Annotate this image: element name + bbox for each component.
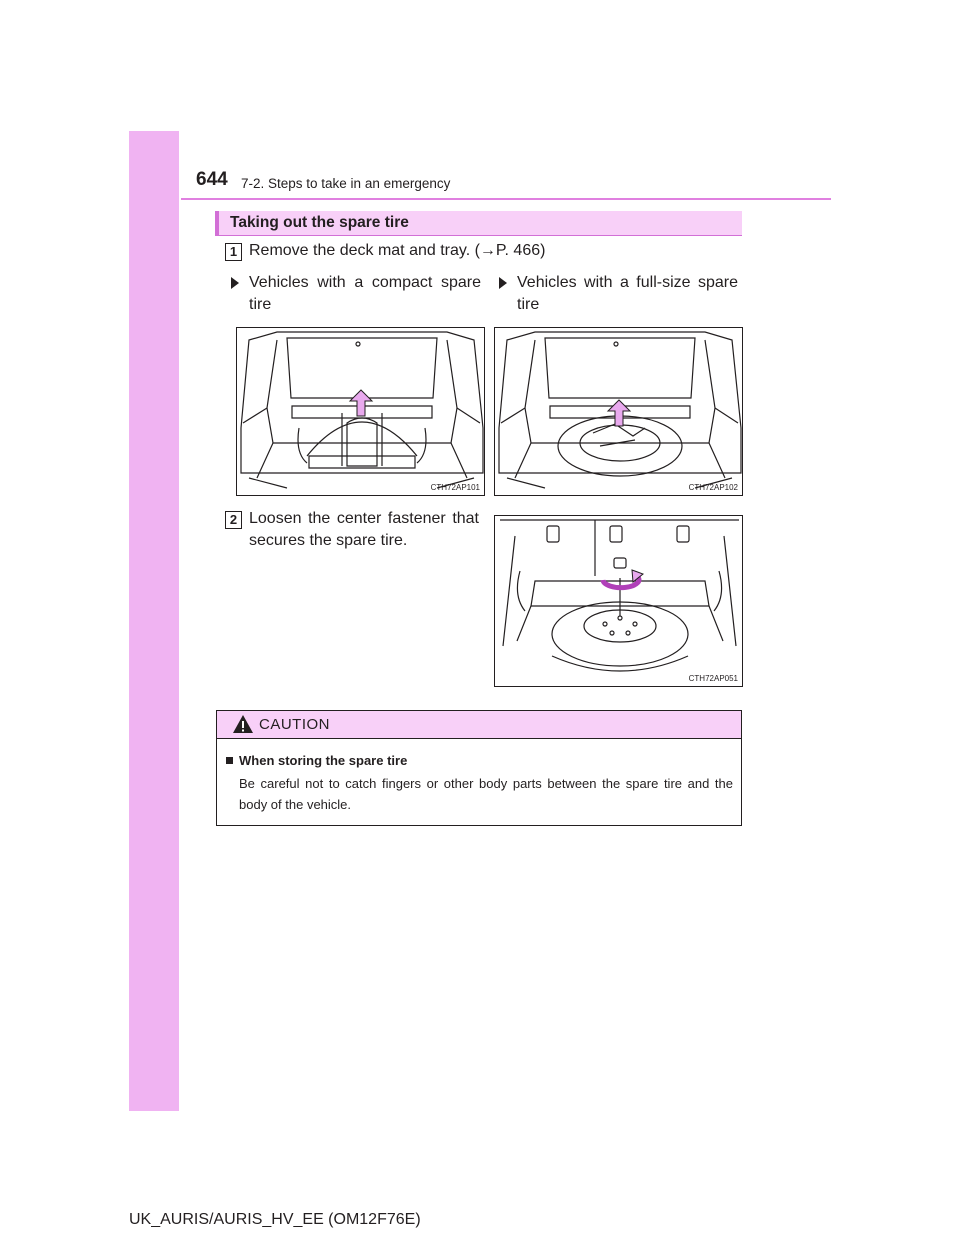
section-underline (215, 235, 742, 236)
square-bullet-icon (226, 757, 233, 764)
side-tab (129, 131, 179, 1111)
triangle-bullet-icon (499, 277, 507, 289)
page-number: 644 (196, 169, 228, 190)
caution-label: CAUTION (259, 716, 330, 733)
figure-code: CTH72AP101 (430, 483, 480, 492)
header-rule (181, 198, 831, 200)
variant-compact-text: Vehicles with a compact spare tire (249, 274, 481, 313)
figure-fullsize-spare-tire (494, 327, 743, 496)
step-number-2: 2 (225, 511, 242, 529)
lift-arrow-icon (350, 390, 372, 416)
chapter-title: 7-2. Steps to take in an emergency (241, 176, 451, 191)
lift-arrow-icon (608, 400, 630, 426)
step-1-text: Remove the deck mat and tray. (→P. 466) (249, 242, 546, 259)
section-title: Taking out the spare tire (230, 214, 409, 231)
trunk-fullsize-illustration (495, 328, 743, 496)
figure-center-fastener (494, 515, 743, 687)
figure-code: CTH72AP051 (688, 674, 738, 683)
section-heading (215, 211, 742, 235)
variant-compact (231, 272, 481, 316)
variant-fullsize-text: Vehicles with a full-size spare tire (517, 274, 738, 313)
triangle-bullet-icon (231, 277, 239, 289)
caution-subheading-text: When storing the spare tire (239, 753, 408, 768)
figure-code: CTH72AP102 (688, 483, 738, 492)
caution-header (217, 711, 741, 739)
variant-fullsize (499, 272, 738, 316)
spare-tire-fastener-illustration (495, 516, 743, 687)
trunk-compact-illustration (237, 328, 485, 496)
step-2-text: Loosen the center fastener that secures the spare tire. (249, 510, 479, 549)
footer-model-code: UK_AURIS/AURIS_HV_EE (OM12F76E) (129, 1211, 421, 1228)
caution-subheading (226, 753, 407, 768)
caution-box (216, 710, 742, 826)
figure-compact-spare-tire (236, 327, 485, 496)
caution-body: Be careful not to catch fingers or other body parts between the spare tire and the body of the vehicle. (239, 776, 733, 812)
step-number-1: 1 (225, 243, 242, 261)
warning-icon (232, 714, 254, 734)
